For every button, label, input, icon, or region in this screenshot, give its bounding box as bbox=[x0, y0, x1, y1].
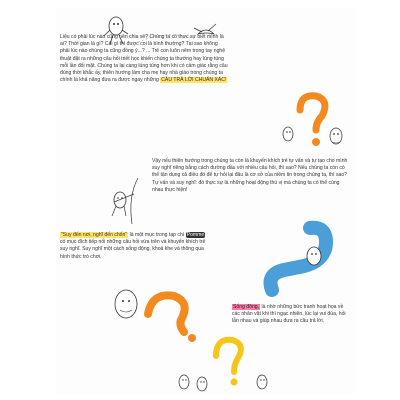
fourth-paragraph bbox=[232, 304, 352, 326]
yellow-question-mark-illustration bbox=[176, 326, 266, 394]
book-page bbox=[56, 8, 356, 394]
column-title-quote: "Suy đến nơi, nghĩ đến chốn" bbox=[61, 232, 128, 238]
orange-question-mark-illustration bbox=[278, 92, 348, 152]
second-paragraph bbox=[152, 158, 352, 194]
third-paragraph bbox=[60, 232, 212, 261]
lively-highlight: Sống động, bbox=[233, 304, 260, 310]
fishing-character-illustration bbox=[98, 176, 148, 226]
intro-paragraph bbox=[60, 34, 228, 84]
third-text-mid: là một mục trong tạp chí bbox=[129, 232, 185, 238]
second-text: Vậy nếu thiên hướng trong chúng ta còn là khuyến khích trẻ tự vấn và tự tạo cho mình suy nghĩ riêng bằng cách dường đầu với nhiều câu hỏi, thì sao? Nếu chúng ta còn có thể tận dụng cả điều đó để tự hỏi lại đâu là cơ sở của niềm tin trong chúng ta, thì sao? Tự vấn và suy nghĩ: đó thực sự là những hoạt động thú vị mà chúng ta có thể cùng nhau thực hiện! bbox=[152, 158, 348, 193]
intro-text: Liệu có phải lúc nào cũng nên chia sẻ? Chúng ta có thực sự biết mình là ai? Thời gian là gì? Cái gì thì được coi là bình thường? Tại sao không phải lúc nào chúng ta cũng đồng ý...? ... Trẻ con luôn nêm trong tay nghệ thuật đặt ra những câu hỏi triết học khiến chúng ta thường hay lúng túng mỗi lần đối mặt. Chúng ta lại càng lúng túng hơn khi có cảm giác rằng câu đúng thời khắc ấy, thiên hướng làm cha mẹ hay nhà giáo trong chúng ta chính là khả năng đưa ra được ngay những bbox=[60, 34, 228, 84]
blue-question-mark-illustration bbox=[264, 220, 354, 300]
intro-highlight: CÂU TRẢ LỜI CHUẨN XÁC! bbox=[161, 77, 227, 84]
third-text-rest: có mục đích tiếp nối những câu hỏi vừa trên và khuyến khích trẻ suy nghĩ. Suy nghĩ một cách sống động, khoả khe và thông qua hình thức trò chơi. bbox=[60, 239, 206, 260]
magazine-tag: Pomme bbox=[186, 232, 205, 238]
fourth-text: là nhờ những bức tranh hoạt họa về các nhân vật khi thì ngạc nhiên, lúc lại vui đùa, hỏi lẫn nhau và giúp nhau đưa ra câu trả lời. bbox=[232, 304, 346, 325]
